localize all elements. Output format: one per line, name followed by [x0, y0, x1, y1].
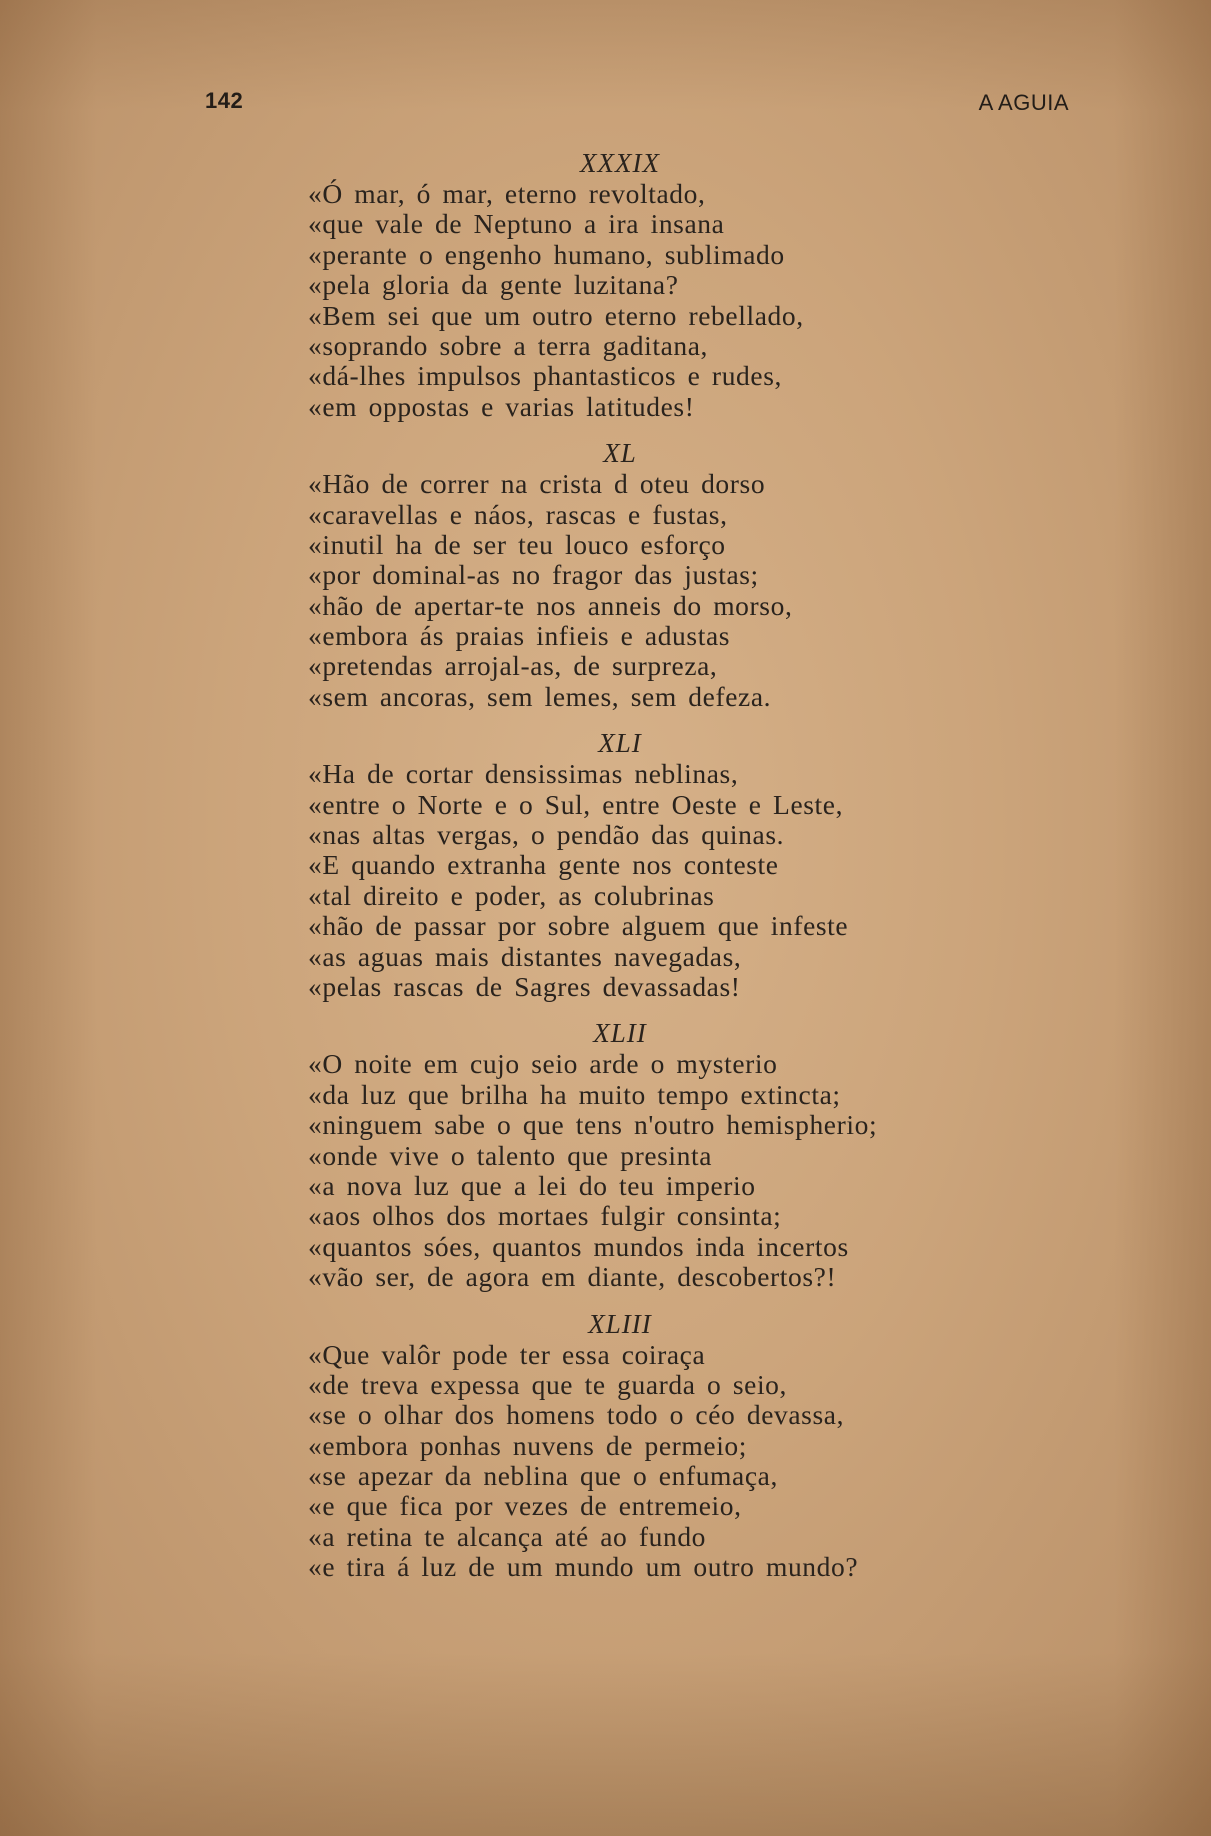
running-head	[205, 88, 1069, 118]
verse-line: «perante o engenho humano, sublimado	[308, 238, 785, 270]
verse-line: «a retina te alcança até ao fundo	[308, 1520, 707, 1552]
verse-line: «O noite em cujo seio arde o mysterio	[308, 1048, 778, 1080]
verse-line: «onde vive o talento que presinta	[308, 1139, 713, 1171]
verse-line: «embora ponhas nuvens de permeio;	[308, 1429, 748, 1461]
verse-line: «da luz que brilha ha muito tempo extincta;	[308, 1078, 841, 1110]
stanza-xliii	[308, 1308, 948, 1583]
verse-line: «aos olhos dos mortaes fulgir consinta;	[308, 1200, 782, 1232]
stanza-xxxix	[308, 147, 948, 422]
verse-line: «pelas rascas de Sagres devassadas!	[308, 970, 741, 1002]
stanza-xl	[308, 437, 948, 712]
verse-line: «hão de apertar-te nos anneis do morso,	[308, 589, 793, 621]
verse-line: «a nova luz que a lei do teu imperio	[308, 1169, 756, 1201]
verse-line: «e tira á luz de um mundo um outro mundo?	[308, 1551, 859, 1583]
verse-line: «que vale de Neptuno a ira insana	[308, 208, 725, 240]
verse-line: «ninguem sabe o que tens n'outro hemispherio;	[308, 1109, 878, 1141]
verse-line: «soprando sobre a terra gaditana,	[308, 329, 709, 361]
stanza-xlii	[308, 1017, 948, 1292]
verse-line: «Hão de correr na crista d oteu dorso	[308, 468, 766, 500]
stanza-numeral: XXXIX	[580, 148, 660, 178]
verse-line: «dá-lhes impulsos phantasticos e rudes,	[308, 360, 782, 392]
verse-line: «Ó mar, ó mar, eterno revoltado,	[308, 178, 706, 209]
stanza-numeral: XLII	[593, 1018, 647, 1049]
verse-line: «de treva expessa que te guarda o seio,	[308, 1368, 788, 1400]
verse-line: «hão de passar por sobre alguem que infeste	[308, 910, 849, 942]
verse-line: «as aguas mais distantes navegadas,	[308, 940, 742, 972]
verse-line: «nas altas vergas, o pendão das quinas.	[308, 819, 785, 851]
verse-line: «E quando extranha gente nos conteste	[308, 849, 779, 881]
verse-line: «e que fica por vezes de entremeio,	[308, 1490, 742, 1522]
verse-line: «Bem sei que um outro eterno rebellado,	[308, 299, 804, 331]
verse-line: «por dominal-as no fragor das justas;	[308, 559, 759, 591]
verse-line: «pela gloria da gente luzitana?	[308, 269, 679, 301]
stanza-numeral: XLI	[598, 728, 642, 759]
verse-line: «pretendas arrojal-as, de surpreza,	[308, 650, 718, 682]
verse-line: «Ha de cortar densissimas neblinas,	[308, 758, 739, 790]
journal-title: A AGUIA	[978, 90, 1069, 115]
verse-line: «quantos sóes, quantos mundos inda incertos	[308, 1230, 849, 1262]
verse-line: «tal direito e poder, as colubrinas	[308, 879, 715, 911]
verse-line: «sem ancoras, sem lemes, sem defeza.	[308, 680, 772, 712]
verse-line: «caravellas e náos, rascas e fustas,	[308, 498, 728, 530]
poem	[308, 147, 948, 1583]
verse-line: «Que valôr pode ter essa coiraça	[308, 1338, 706, 1370]
verse-line: «embora ás praias infieis e adustas	[308, 620, 731, 652]
verse-line: «se o olhar dos homens todo o céo devassa,	[308, 1399, 845, 1431]
verse-line: «se apezar da neblina que o enfumaça,	[308, 1460, 778, 1492]
verse-line: «vão ser, de agora em diante, descobertos?!	[308, 1261, 837, 1293]
stanza-numeral: XL	[603, 438, 637, 469]
page-number: 142	[205, 88, 244, 113]
verse-line: «entre o Norte e o Sul, entre Oeste e Leste,	[308, 788, 844, 820]
verse-line: «inutil ha de ser teu louco esforço	[308, 528, 726, 560]
stanza-numeral: XLIII	[588, 1308, 652, 1339]
verse-line: «em oppostas e varias latitudes!	[308, 390, 695, 422]
stanza-xli	[308, 727, 948, 1002]
